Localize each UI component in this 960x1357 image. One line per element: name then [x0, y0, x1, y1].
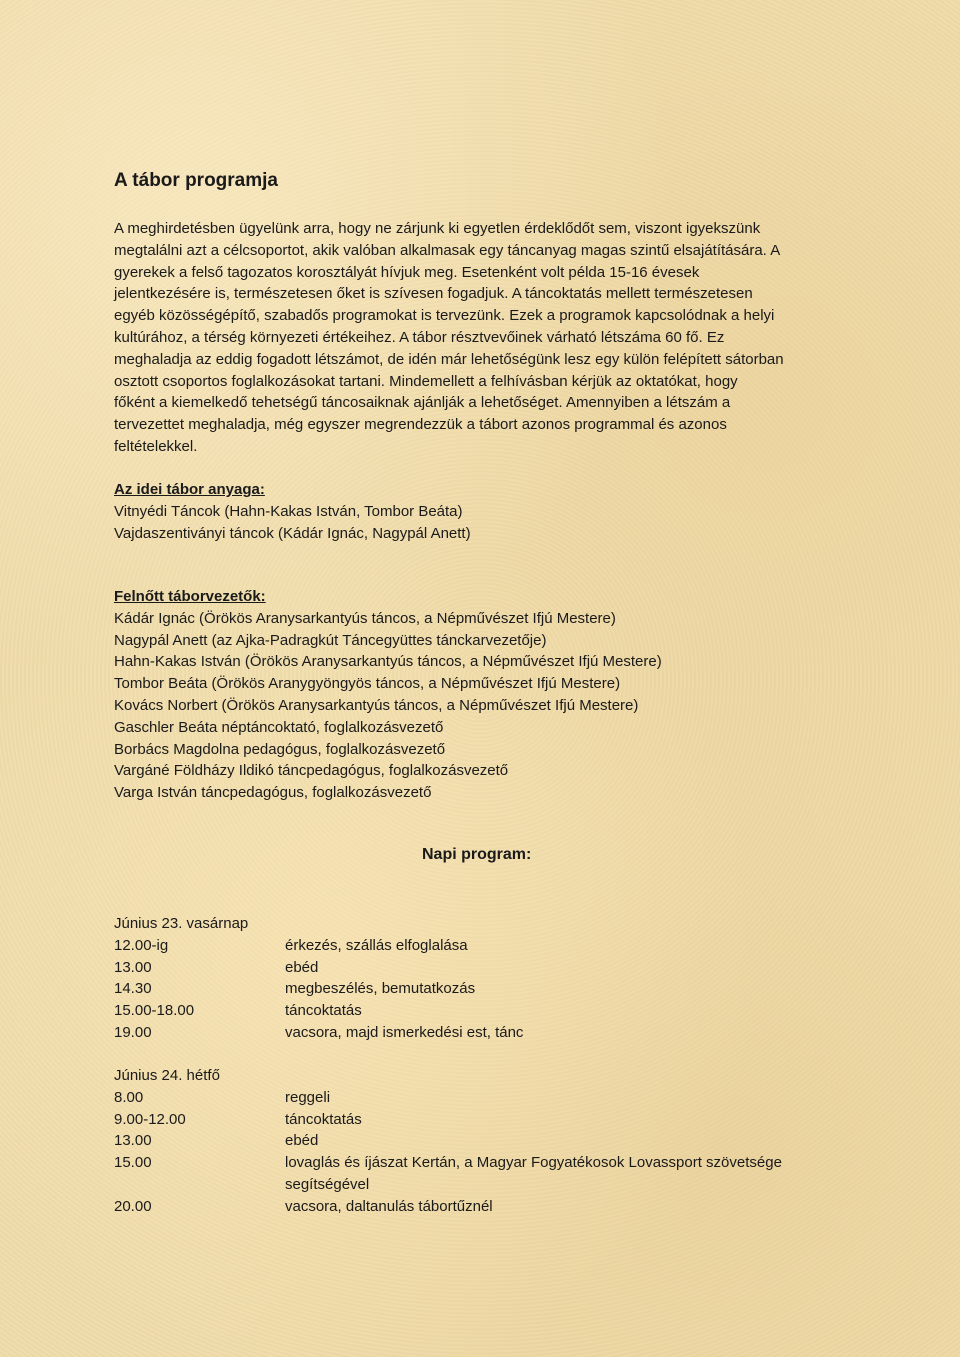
leader-item: Gaschler Beáta néptáncoktató, foglalkozásvezető	[114, 718, 444, 736]
intro-paragraph	[114, 218, 854, 458]
schedule-time: 15.00-18.00	[114, 1002, 195, 1020]
schedule-time: 19.00	[114, 1023, 152, 1041]
schedule-time: 15.00	[114, 1154, 152, 1172]
intro-line: gyerekek a felső tagozatos korosztályát hívjuk meg. Esetenként volt példa 15-16 évesek	[114, 263, 700, 281]
leader-item: Kádár Ignác (Örökös Aranysarkantyús táncos, a Népművészet Ifjú Mestere)	[114, 609, 616, 627]
schedule-time: 9.00-12.00	[114, 1110, 186, 1128]
schedule-time: 14.30	[114, 980, 152, 998]
schedule-day-2	[114, 1065, 854, 1218]
intro-line: A meghirdetésben ügyelünk arra, hogy ne zárjunk ki egyetlen érdeklődőt sem, viszont igyekszünk	[114, 220, 761, 237]
schedule-row	[114, 1000, 854, 1022]
intro-line: jelentkezésére is, természetesen őket is szívesen fogadjuk. A táncoktatás mellett természetesen	[114, 285, 753, 303]
material-section	[114, 479, 471, 544]
schedule-activity: vacsora, majd ismerkedési est, tánc	[285, 1023, 524, 1041]
schedule-activity: vacsora, daltanulás tábortűznél	[285, 1197, 493, 1215]
schedule-row	[114, 1087, 854, 1109]
schedule-row	[114, 978, 854, 1000]
schedule-time: 13.00	[114, 1132, 152, 1150]
schedule-row	[114, 957, 854, 979]
schedule-time: 13.00	[114, 958, 152, 976]
schedule-row	[114, 1196, 854, 1218]
leaders-heading: Felnőtt táborvezetők:	[114, 588, 266, 605]
leader-item: Borbács Magdolna pedagógus, foglalkozásvezető	[114, 740, 446, 758]
schedule-time: 8.00	[114, 1088, 144, 1106]
schedule-activity: táncoktatás	[285, 1002, 362, 1020]
leader-item: Hahn-Kakas István (Örökös Aranysarkantyús táncos, a Népművészet Ifjú Mestere)	[114, 653, 662, 671]
day-label: Június 24. hétfő	[114, 1067, 220, 1084]
schedule-activity: táncoktatás	[285, 1110, 362, 1128]
leader-item: Varga István táncpedagógus, foglalkozásvezető	[114, 784, 432, 802]
leader-item: Nagypál Anett (az Ajka-Padragkút Táncegyüttes tánckarvezetője)	[114, 631, 547, 649]
schedule-row	[114, 1109, 854, 1131]
schedule-day-1	[114, 913, 854, 1044]
intro-line: megtalálni azt a célcsoportot, akik valóban alkalmasak egy táncanyag magas szintű elsajátítására. A	[114, 241, 781, 259]
material-item: Vajdaszentiványi táncok (Kádár Ignác, Nagypál Anett)	[114, 524, 471, 542]
schedule-title: Napi program:	[422, 846, 532, 863]
page-title: A tábor programja	[114, 170, 278, 191]
intro-line: egyéb közösségépítő, szabadős programokat is tervezünk. Ezek a programok kapcsolódnak a helyi	[114, 307, 775, 325]
intro-line: főként a kiemelkedő tehetségű táncosaiknak ajánlják a lehetőséget. Amennyiben a létszám a	[114, 394, 731, 412]
intro-line: meghaladja az eddig fogadott létszámot, de idén már lehetőségünk lesz egy külön felépített sátorban	[114, 350, 784, 368]
schedule-row	[114, 935, 854, 957]
schedule-row	[114, 1152, 854, 1196]
leader-item: Tombor Beáta (Örökös Aranygyöngyös táncos, a Népművészet Ifjú Mestere)	[114, 675, 621, 693]
schedule-activity: ebéd	[285, 1132, 319, 1150]
intro-line: tervezettet meghaladja, még egyszer megrendezzük a tábort azonos programmal és azonos	[114, 416, 727, 434]
day-label: Június 23. vasárnap	[114, 915, 249, 932]
leader-item: Kovács Norbert (Örökös Aranysarkantyús táncos, a Népművészet Ifjú Mestere)	[114, 696, 639, 714]
material-item: Vitnyédi Táncok (Hahn-Kakas István, Tombor Beáta)	[114, 502, 463, 520]
schedule-activity: érkezés, szállás elfoglalása	[285, 936, 468, 954]
intro-line: osztott csoportos foglalkozásokat tartani. Mindemellett a felhívásban kérjük az oktatókat, hogy	[114, 372, 738, 390]
leaders-section	[114, 586, 662, 804]
schedule-activity: reggeli	[285, 1088, 331, 1106]
material-heading: Az idei tábor anyaga:	[114, 481, 265, 498]
leader-item: Vargáné Földházy Ildikó táncpedagógus, foglalkozásvezető	[114, 762, 509, 780]
schedule-row	[114, 1022, 854, 1044]
schedule-time: 12.00-ig	[114, 936, 169, 954]
schedule-activity: lovaglás és íjászat Kertán, a Magyar Fogyatékosok Lovassport szövetsége segítségével	[285, 1154, 782, 1193]
intro-line: feltételekkel.	[114, 437, 198, 455]
schedule-time: 20.00	[114, 1197, 152, 1215]
intro-line: kultúrához, a térség környezeti értékeihez. A tábor résztvevőinek várható létszáma 60 fő. Ez	[114, 328, 725, 346]
schedule-row	[114, 1130, 854, 1152]
schedule-activity: ebéd	[285, 958, 319, 976]
schedule-activity: megbeszélés, bemutatkozás	[285, 980, 476, 998]
